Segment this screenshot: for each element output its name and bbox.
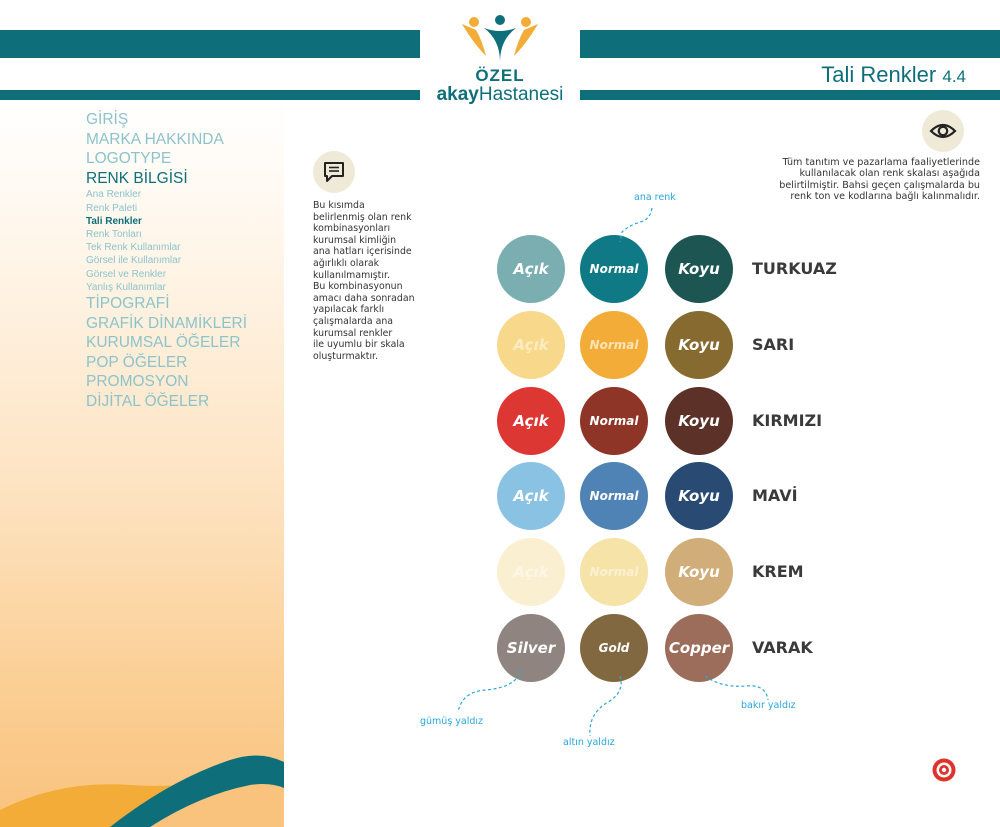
color-row-label: KREM — [752, 562, 804, 582]
nav-bottom-group — [86, 294, 247, 412]
sidebar-item-ti-pografi-[interactable]: TİPOGRAFİ — [86, 295, 170, 312]
info-text-line: ile uyumlu bir skala — [313, 339, 405, 351]
sidebar-item-görsel-ve-renkler[interactable]: Görsel ve Renkler — [86, 268, 167, 280]
logo-figures-icon — [460, 14, 540, 66]
logo-text-ozel: ÖZEL — [475, 66, 525, 85]
page-title-number: 4.4 — [942, 67, 966, 86]
sidebar-item-renk-paleti[interactable]: Renk Paleti — [86, 202, 138, 214]
description-paragraph — [720, 157, 980, 203]
sidebar-item-marka-hakkinda[interactable]: MARKA HAKKINDA — [86, 130, 224, 148]
info-paragraph — [313, 200, 425, 362]
annotation-bakir-yaldiz: bakır yaldız — [741, 700, 796, 711]
info-text-line: kombinasyonları — [313, 223, 391, 235]
swatch-kirmizi-normal[interactable]: Normal — [580, 387, 648, 455]
sidebar-waves — [0, 740, 284, 827]
sidebar-item-ana-renkler[interactable]: Ana Renkler — [86, 189, 142, 201]
sidebar-item-promosyon[interactable]: PROMOSYON — [86, 373, 189, 391]
logo-text-hastanesi: Hastanesi — [478, 84, 564, 105]
info-text-line: kullanılmamıştır. — [313, 269, 390, 281]
swatch-kirmizi-ak[interactable]: Açık — [497, 387, 565, 455]
sidebar-item-kurumsal-öğeler[interactable]: KURUMSAL ÖĞELER — [86, 334, 241, 352]
swatch-turkuaz-normal[interactable]: Normal — [580, 235, 648, 303]
color-row-label: KIRMIZI — [752, 410, 823, 430]
swatch-turkuaz-ak[interactable]: Açık — [497, 235, 565, 303]
annotation-altin-yaldiz: altın yaldız — [563, 737, 615, 748]
color-row-label: TURKUAZ — [752, 259, 837, 278]
info-text-line: Bu kısımda — [313, 200, 365, 211]
sidebar-item-renk-bi-lgi-si-[interactable]: RENK BİLGİSİ — [86, 169, 188, 187]
logo-text-akay: akay — [436, 84, 479, 105]
swatch-varak-gold[interactable]: Gold — [580, 614, 648, 682]
color-row-label: VARAK — [752, 638, 813, 657]
swatch-varak-silver[interactable]: Silver — [497, 614, 565, 682]
sidebar-item-görsel-ile-kullanımlar[interactable]: Görsel ile Kullanımlar — [86, 255, 182, 267]
page-title — [821, 62, 966, 88]
swatch-turkuaz-koyu[interactable]: Koyu — [665, 235, 733, 303]
nav-sub-group — [86, 188, 247, 294]
annotation-ana-renk: ana renk — [634, 192, 676, 203]
description-line: kullanılacak olan renk skalası aşağıda — [799, 168, 980, 180]
sidebar-item-logotype[interactable]: LOGOTYPE — [86, 150, 172, 168]
description-line: Tüm tanıtım ve pazarlama faaliyetlerinde — [782, 157, 980, 168]
swatch-kirmizi-koyu[interactable]: Koyu — [665, 387, 733, 455]
eye-icon — [922, 110, 964, 152]
logo-text-hospital — [420, 85, 580, 105]
info-text-line: kurumsal kimliğin — [313, 234, 397, 246]
info-text-line: yapılacak farklı — [313, 304, 385, 316]
description-line: belirtilmiştir. Bahsi geçen çalışmalarda bu — [779, 179, 980, 191]
swatch-sari-normal[interactable]: Normal — [580, 311, 648, 379]
nav-top-group — [86, 110, 247, 188]
sidebar-item-di-ji-tal-öğeler[interactable]: DİJİTAL ÖĞELER — [86, 392, 210, 410]
annotation-gumus-yaldiz: gümüş yaldız — [420, 716, 484, 727]
info-text-line: ağırlıklı olarak — [313, 257, 380, 269]
swatch-mavi-normal[interactable]: Normal — [580, 462, 648, 530]
sidebar-item-tek-renk-kullanımlar[interactable]: Tek Renk Kullanımlar — [86, 242, 181, 254]
sidebar-item-renk-tonları[interactable]: Renk Tonları — [86, 228, 142, 240]
color-row-label: MAVİ — [752, 486, 798, 506]
sidebar-item-yanlış-kullanımlar[interactable]: Yanlış Kullanımlar — [86, 281, 166, 293]
sidebar-item-tali-renkler[interactable]: Tali Renkler — [86, 215, 142, 227]
sidebar-item-gi-ri-ş[interactable]: GİRİŞ — [86, 111, 129, 128]
info-text-line: oluşturmaktır. — [313, 350, 379, 362]
description-line: renk ton ve kodlarına bağlı kalınmalıdır. — [790, 191, 980, 203]
swatch-sari-koyu[interactable]: Koyu — [665, 311, 733, 379]
sidebar-item-grafi-k-di-nami-kleri-[interactable]: GRAFİK DİNAMİKLERİ — [86, 314, 248, 332]
info-text-line: ana hatları içerisinde — [313, 246, 412, 258]
sidebar-nav — [86, 110, 247, 412]
swatch-mavi-koyu[interactable]: Koyu — [665, 462, 733, 530]
info-text-line: çalışmalarda ana — [313, 315, 394, 327]
info-text-line: Bu kombinasyonun — [313, 281, 403, 293]
info-text-line: belirlenmiş olan renk — [313, 211, 412, 223]
page-title-text: Tali Renkler — [821, 62, 937, 87]
target-icon[interactable] — [932, 758, 956, 782]
sidebar-item-pop-öğeler[interactable]: POP ÖĞELER — [86, 353, 188, 371]
chat-bubble-icon — [313, 151, 355, 193]
swatch-krem-ak[interactable]: Açık — [497, 538, 565, 606]
info-text-line: kurumsal renkler — [313, 327, 393, 339]
info-text-line: amacı daha sonradan — [313, 292, 415, 304]
swatch-mavi-ak[interactable]: Açık — [497, 462, 565, 530]
color-row-label: SARI — [752, 334, 795, 354]
swatch-sari-ak[interactable]: Açık — [497, 311, 565, 379]
swatch-krem-normal[interactable]: Normal — [580, 538, 648, 606]
swatch-krem-koyu[interactable]: Koyu — [665, 538, 733, 606]
swatch-varak-copper[interactable]: Copper — [665, 614, 733, 682]
